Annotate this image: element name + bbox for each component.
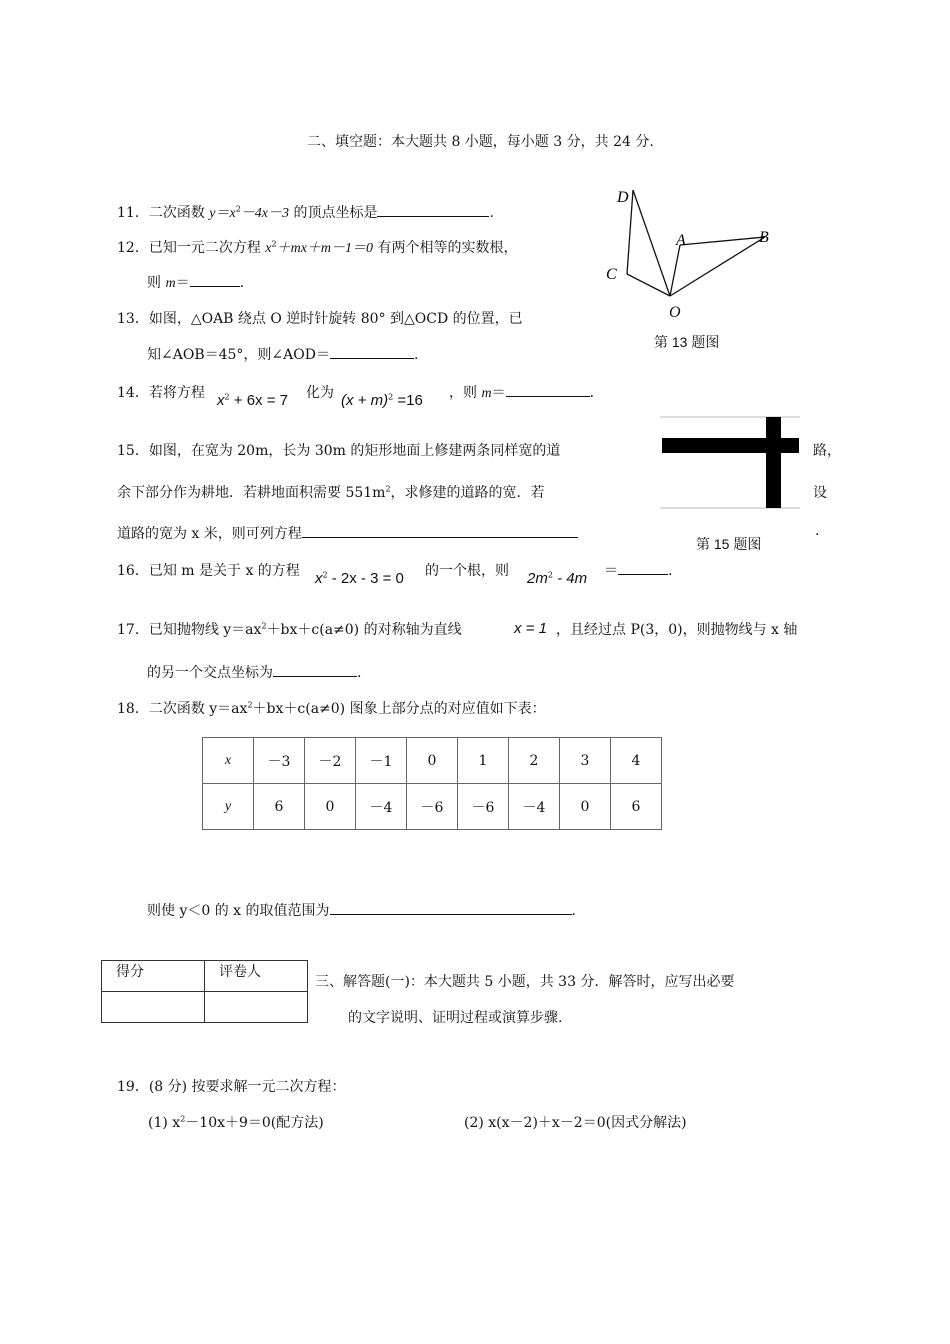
question-13-line2 [147,344,418,364]
q16-end: . [668,563,673,579]
q15-text-2b: ，求修建的道路的宽．若 [390,485,545,501]
label-B: B [759,229,769,246]
q18-answer-blank[interactable] [330,900,572,915]
table-header-y: y [203,784,254,830]
q14-tail [449,382,594,402]
question-13-line1 [117,308,523,328]
question-15-line1 [117,440,560,460]
q12-end: . [239,275,245,291]
q14-var: m [481,386,492,401]
q16-expr-rest: - 4m [552,570,588,587]
q18-number: 18． [117,701,149,717]
q14-equation-2 [341,392,423,409]
figure-15-caption: 第 15 题图 [696,536,762,552]
q12-expr: x [265,241,272,256]
table-cell: 3 [560,738,611,784]
q14-eq1-x: x [217,392,225,409]
table-cell: －3 [254,738,305,784]
q11-answer-blank[interactable] [377,202,489,217]
grader-cell[interactable] [205,992,308,1023]
q15-line2-tail: 设 [813,485,827,501]
q17-text-c: ，且经过点 P(3，0)，则抛物线与 x 轴 [556,622,798,638]
question-18-followup [147,900,576,920]
q14-eq1-sup: 2 [224,392,230,402]
q18-end: . [571,903,576,919]
score-cell[interactable] [102,992,205,1023]
q19-number: 19． [117,1079,149,1095]
table-cell: －4 [356,784,407,830]
q14-text-c: ，则 [449,385,482,401]
q16-expr: 2m [527,570,548,587]
grader-label: 评卷人 [205,961,308,992]
label-A: A [676,232,686,249]
q19-part-1 [148,1112,324,1132]
label-O: O [669,304,681,321]
q14-text-a: 若将方程 [148,385,205,401]
q16-answer-blank[interactable] [618,560,668,575]
question-18 [117,698,546,718]
q12-eq: ＝ [175,275,190,291]
q15-text-1: 如图，在宽为 20m，长为 30m 的矩形地面上修建两条同样宽的道 [148,443,561,459]
q16-eq-rest: - 2x - 3 = 0 [327,570,404,587]
q15-answer-blank[interactable] [302,523,578,538]
q16-equation [315,570,404,587]
q16-expression [527,570,587,587]
figure-13-diagram [600,182,790,302]
q18-text-b: ＋bx＋c(a≠0) 图象上部分点的对应值如下表： [252,701,546,717]
q17-text-b: ＋bx＋c(a≠0) 的对称轴为直线 [266,622,462,638]
q17-axis-expr: x = 1 [514,620,547,637]
question-11 [117,202,494,222]
q17-text-2: 的另一个交点坐标为 [147,665,273,681]
q16-eq-sup: 2 [322,570,328,580]
table-cell: －4 [509,784,560,830]
figure-15-diagram [660,416,800,510]
q16-expr-sup: 2 [547,570,553,580]
q12-answer-blank[interactable] [190,272,240,287]
q18-text-a: 二次函数 y＝ax [148,701,248,717]
figure-13-caption: 第 13 题图 [654,334,720,350]
table-cell: －6 [458,784,509,830]
section-3-heading-line1: 三、解答题(一)：本大题共 5 小题，共 33 分．解答时，应写出必要 [315,974,735,990]
q19-text: (8 分) 按要求解一元二次方程： [148,1079,346,1095]
q11-number: 11． [117,205,149,221]
q16-number: 16． [117,563,149,579]
score-box [101,960,308,1023]
question-19 [117,1076,346,1096]
q12-var: m [165,276,176,291]
table-cell: 6 [611,784,662,830]
q17-text-a: 已知抛物线 y＝ax [148,622,262,638]
table-cell: 0 [560,784,611,830]
q17-number: 17． [117,622,149,638]
question-15-line3 [117,523,578,543]
q12-sup: 2 [271,239,277,249]
q13-number: 13． [117,311,149,327]
segment-AB [680,237,765,245]
table-row-y [203,784,662,830]
q11-sup: 2 [235,204,241,214]
q11-end: . [489,205,494,221]
q17-sup: 2 [261,621,267,631]
question-14 [117,382,205,402]
vertical-road [766,417,781,508]
table-cell: －6 [407,784,458,830]
table-cell: 0 [407,738,458,784]
table-header-x: x [203,738,254,784]
q19-part1-b: －10x＋9＝0(配方法) [185,1115,324,1131]
q12-text-b: 有两个相等的实数根， [373,240,518,256]
q14-equation-1 [217,392,288,409]
q15-line3-tail: . [815,523,820,539]
q19-part1-sup: 2 [180,1114,186,1124]
table-row-x [203,738,662,784]
table-cell: 2 [509,738,560,784]
q12-number: 12． [117,240,149,256]
table-cell: －2 [305,738,356,784]
q11-text: 二次函数 [148,205,210,221]
q12-then: 则 [147,275,166,291]
q14-eq2-sup: 2 [388,392,394,402]
q16-tail [604,560,672,580]
label-C: C [606,266,617,283]
segment-OA [670,245,680,296]
section-2-heading: 二、填空题：本大题共 8 小题，每小题 3 分，共 24 分. [307,134,654,150]
q18-follow-text: 则使 y＜0 的 x 的取值范围为 [147,903,330,919]
q16-eq-x: x [315,570,323,587]
q14-eq1-rest: + 6x = 7 [229,392,288,409]
values-table [202,737,662,830]
q16-eq: ＝ [604,563,618,579]
table-cell: 6 [254,784,305,830]
q18-sup: 2 [247,700,253,710]
q13-text-2: 知∠AOB＝45°，则∠AOD＝ [147,347,330,363]
section-3-heading-line2: 的文字说明、证明过程或演算步骤. [348,1010,563,1026]
q14-text-b: 化为 [306,385,334,401]
table-cell: －1 [356,738,407,784]
q14-answer-blank[interactable] [506,382,590,397]
q13-end: . [413,347,419,363]
q15-line1-tail: 路， [813,443,841,459]
label-D: D [617,189,629,206]
table-cell: 4 [611,738,662,784]
q17-answer-blank[interactable] [273,662,357,677]
q15-text-3: 道路的宽为 x 米，则可列方程 [117,526,302,542]
q13-answer-blank[interactable] [330,344,414,359]
q16-text-b: 的一个根，则 [425,563,509,579]
q12-expr-b: ＋mx＋m－1＝0 [276,241,374,256]
q19-part-2: (2) x(x－2)＋x－2＝0(因式分解法) [464,1115,687,1131]
q11-text-b: 的顶点坐标是 [289,205,378,221]
question-17-line1 [117,619,462,639]
q12-text-a: 已知一元二次方程 [148,240,266,256]
question-12-line1 [117,237,517,257]
q13-text-1: 如图，△OAB 绕点 O 逆时针旋转 80° 到△OCD 的位置，已 [148,311,523,327]
score-label: 得分 [102,961,205,992]
q14-eq2: (x + m) [341,392,389,409]
question-15-line2 [117,482,545,502]
table-cell: 1 [458,738,509,784]
q11-expr-b: －4x－3 [240,206,290,221]
q17-end: . [357,665,362,681]
q14-eq2-rest: =16 [393,392,423,409]
question-12-line2 [147,272,244,292]
q14-number: 14． [117,385,149,401]
q15-number: 15． [117,443,149,459]
question-16 [117,560,300,580]
q17-axis [514,620,547,637]
q15-text-2a: 余下部分作为耕地．若耕地面积需要 551m [117,485,386,501]
table-cell: 0 [305,784,356,830]
q16-text-a: 已知 m 是关于 x 的方程 [148,563,300,579]
q15-sup: 2 [385,484,391,494]
q14-end: . [589,385,595,401]
q19-part1-a: (1) x [148,1115,181,1131]
q14-eq: ＝ [491,385,506,401]
q11-expr: y＝x [209,206,236,221]
question-17-line2 [147,662,361,682]
